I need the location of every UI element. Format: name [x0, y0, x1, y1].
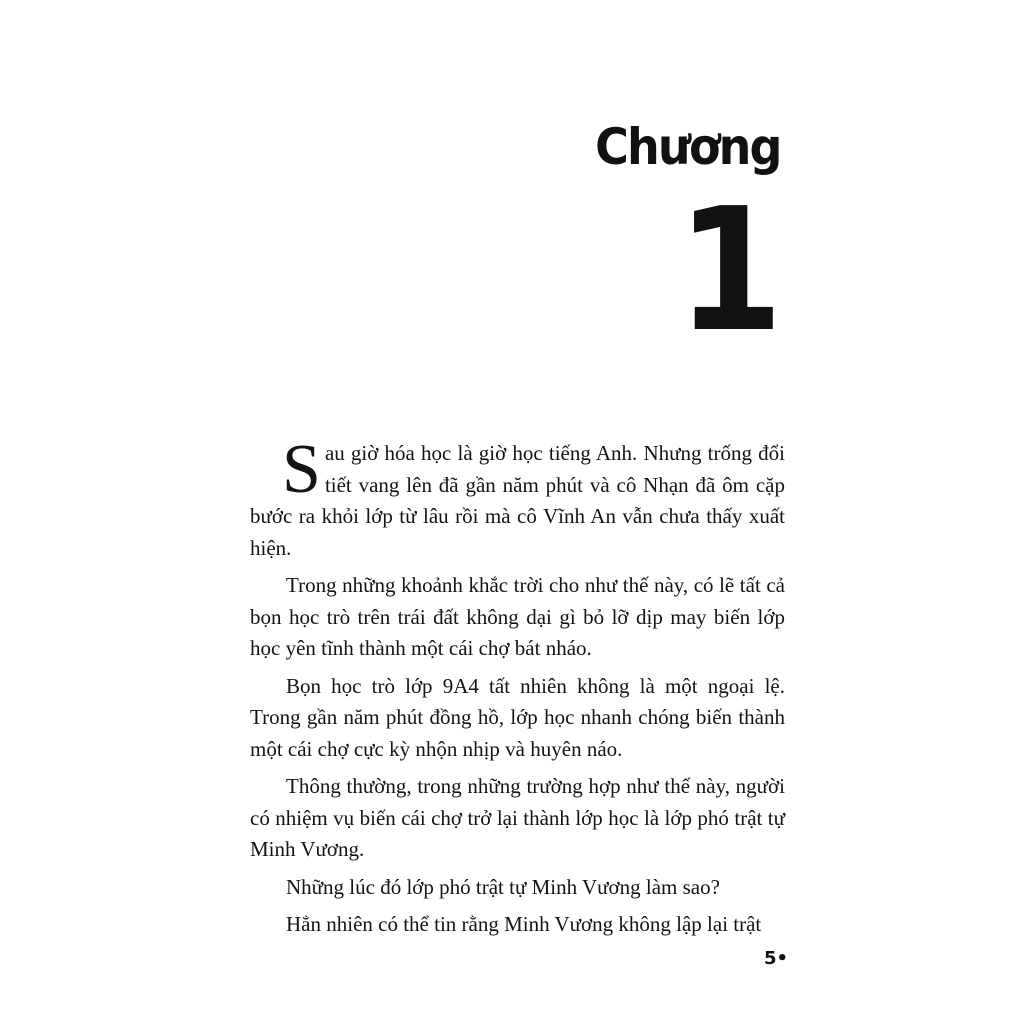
- paragraph-5: Những lúc đó lớp phó trật tự Minh Vương làm sao?: [286, 874, 720, 899]
- paragraph-1: [250, 431, 785, 564]
- page-number: 5•: [763, 948, 788, 969]
- chapter-number: 1: [676, 172, 783, 370]
- chapter-body: [250, 431, 785, 947]
- paragraph-4: Thông thường, trong những trường hợp như thế này, người có nhiệm vụ biến cái chợ trở lại thành lớp học là lớp phó trật tự Minh Vương.: [250, 774, 785, 861]
- drop-cap: S: [282, 431, 321, 508]
- paragraph-1-text: au giờ hóa học là giờ học tiếng Anh. Nhưng trống đổi tiết vang lên đã gần năm phút và cô Nhạn đã ôm cặp bước ra khỏi lớp từ lâu rồi mà cô Vĩnh An vẫn chưa thấy xuất hiện.: [250, 441, 785, 560]
- chapter-label: Chương: [595, 118, 781, 176]
- paragraph-3: Bọn học trò lớp 9A4 tất nhiên không là một ngoại lệ. Trong gần năm phút đồng hồ, lớp học nhanh chóng biến thành một cái chợ cực kỳ nhộn nhịp và huyên náo.: [250, 673, 785, 761]
- paragraph-6: Hẳn nhiên có thể tin rằng Minh Vương không lập lại trật: [286, 912, 762, 936]
- paragraph-2: Trong những khoảnh khắc trời cho như thế này, có lẽ tất cả bọn học trò trên trái đất không dại gì bỏ lỡ dịp may biến lớp học yên tĩnh thành một cái chợ bát nháo.: [250, 573, 785, 660]
